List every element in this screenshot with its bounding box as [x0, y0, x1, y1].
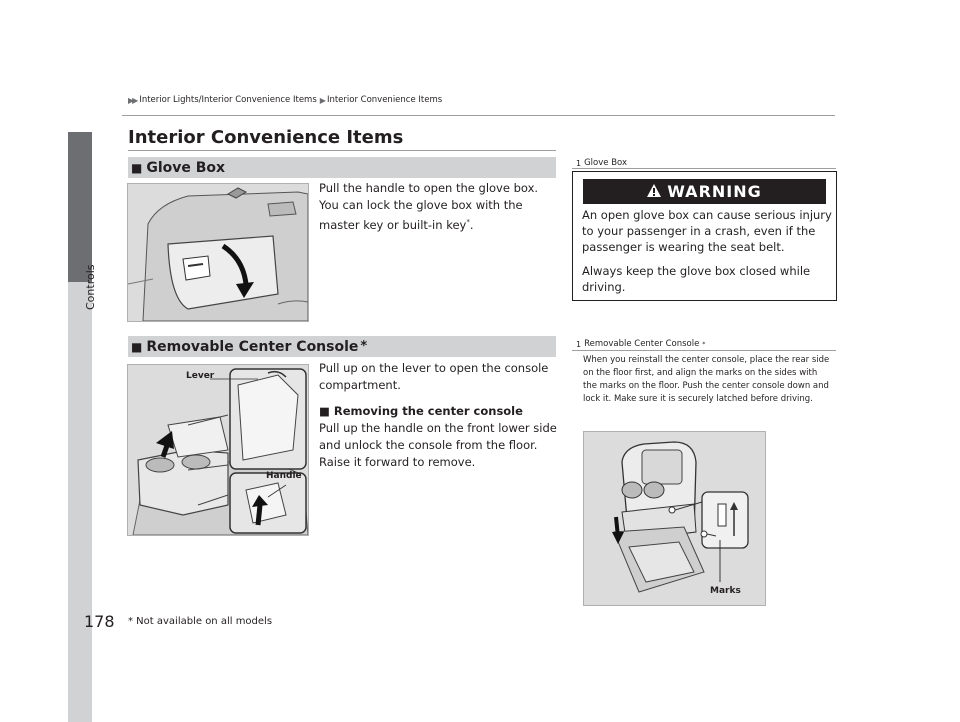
side-tab-label: Controls	[84, 264, 97, 310]
console-note-header	[576, 339, 705, 349]
console-marks-illustration	[583, 431, 766, 606]
console-body-text: Pull up on the lever to open the console compartment.	[319, 361, 549, 392]
console-heading-star: *	[360, 339, 368, 354]
console-note-body: When you reinstall the center console, place the rear side on the floor first, and align the marks on the sides with the marks on the floor. Push the center console down and lock it. Make sure it is securely latched before driving.	[583, 355, 830, 404]
glove-box-heading	[128, 157, 556, 178]
breadcrumb	[128, 95, 442, 105]
warning-text-1: An open glove box can cause serious injury to your passenger in a crash, even if the passenger is wearing the seat belt.	[582, 208, 832, 254]
glove-box-heading-text: Glove Box	[146, 159, 226, 176]
warning-label: WARNING	[667, 182, 762, 201]
header-rule	[122, 115, 835, 116]
glove-note-header	[576, 158, 627, 168]
handle-label: Handle	[266, 471, 302, 481]
footnote: * Not available on all models	[128, 616, 273, 627]
square-bullet-icon: ■	[319, 404, 334, 418]
warning-banner	[583, 179, 826, 204]
console-drawing	[128, 365, 308, 535]
glove-note-rule	[572, 168, 836, 169]
console-heading-text: Removable Center Console	[146, 338, 359, 355]
footnote-marker: *	[702, 340, 706, 348]
glove-box-drawing	[128, 184, 308, 321]
warning-triangle-icon	[647, 182, 661, 201]
glove-box-illustration	[127, 183, 309, 322]
side-tab-light	[68, 282, 92, 722]
lever-label: Lever	[186, 371, 215, 381]
glove-box-body-text: Pull the handle to open the glove box. You can lock the glove box with the master key or built-in key	[319, 181, 539, 232]
glove-box-body	[319, 180, 559, 234]
removing-console-heading	[319, 403, 559, 420]
removing-console-text: Pull up the handle on the front lower side and unlock the console from the floor. Raise it forward to remove.	[319, 421, 557, 469]
glove-note-title: Glove Box	[584, 158, 628, 168]
console-marks-drawing	[584, 432, 765, 605]
breadcrumb-item-current[interactable]: Interior Convenience Items	[326, 95, 443, 105]
title-rule	[128, 150, 556, 151]
square-bullet-icon: ■	[131, 339, 143, 354]
warning-box	[572, 171, 837, 301]
breadcrumb-item-parent[interactable]: Interior Lights/Interior Convenience Items	[139, 95, 317, 105]
square-bullet-icon: ■	[131, 160, 143, 175]
console-note-rule	[572, 350, 836, 351]
side-tab-dark	[68, 132, 92, 282]
double-arrow-icon: ▶▶	[128, 95, 137, 105]
footnote-marker: *	[466, 218, 470, 226]
page-number: 178	[84, 612, 115, 631]
warning-text-2: Always keep the glove box closed while driving.	[582, 264, 811, 294]
note-reference-icon: 1	[576, 339, 582, 349]
console-body	[319, 360, 559, 471]
console-note-title: Removable Center Console	[584, 339, 700, 349]
console-heading	[128, 336, 556, 357]
console-illustration	[127, 364, 309, 536]
marks-label: Marks	[710, 586, 741, 596]
page-title: Interior Convenience Items	[128, 127, 404, 148]
note-reference-icon: 1	[576, 158, 582, 168]
removing-console-heading-text: Removing the center console	[333, 404, 523, 418]
arrow-icon: ▶	[319, 95, 324, 105]
glove-box-body-end: .	[469, 217, 474, 232]
